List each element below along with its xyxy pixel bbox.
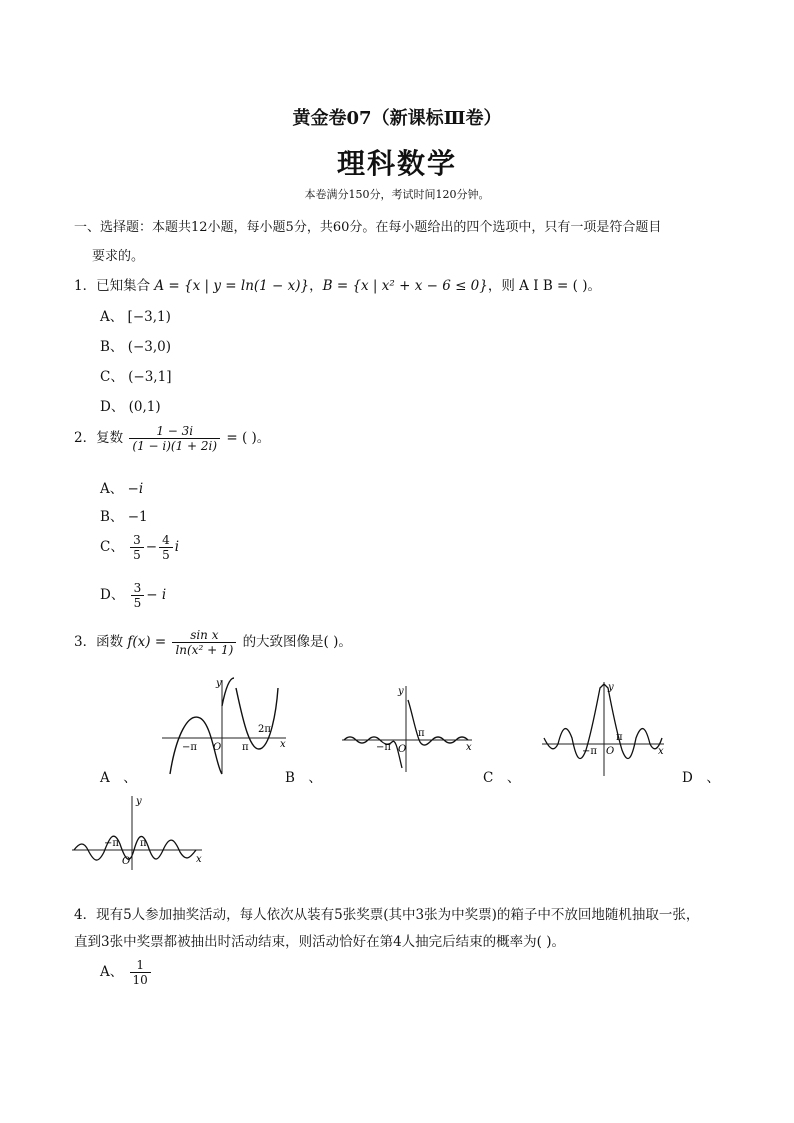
svg-text:π: π bbox=[418, 728, 425, 739]
question-2-denominator: (1 − i)(1 + 2i) bbox=[132, 439, 218, 453]
question-4-line1: 4．现有5人参加抽奖活动，每人依次从装有5张奖票(其中3张为中奖票)的箱子中不放回地随机抽取一张， bbox=[74, 907, 700, 923]
svg-text:2π: 2π bbox=[258, 724, 271, 735]
q2-option-d: D、 $\frac{3}{5}$ − i bbox=[100, 581, 167, 610]
q3-graph-a bbox=[158, 676, 288, 776]
paper-title: 黄金卷07（新课标Ⅲ卷） bbox=[292, 108, 502, 129]
question-2 bbox=[74, 424, 270, 453]
q3-option-a-label: A 、 bbox=[100, 770, 137, 786]
question-3 bbox=[74, 628, 352, 657]
q1-option-b: B、 (−3,0) bbox=[100, 339, 172, 355]
question-1-tail: ，则 A I B = ( )。 bbox=[487, 278, 601, 294]
q2-option-c: C、 $\frac{3}{5}$ − $\frac{4}{5}$ i bbox=[100, 533, 180, 562]
question-1-number: 1． bbox=[74, 278, 97, 294]
svg-text:y: y bbox=[398, 686, 404, 697]
question-1 bbox=[74, 274, 601, 294]
svg-text:y: y bbox=[136, 796, 142, 807]
svg-text:O: O bbox=[398, 744, 407, 755]
question-1-set-b: B = {x | x² + x − 6 ≤ 0} bbox=[322, 278, 488, 294]
q3-graph-b bbox=[340, 682, 476, 774]
paper-subtitle: 理科数学 bbox=[336, 147, 457, 180]
question-2-number: 2． bbox=[74, 430, 97, 446]
q1-option-d: D、 (0,1) bbox=[100, 399, 161, 415]
svg-text:−π: −π bbox=[376, 742, 391, 753]
svg-text:−π: −π bbox=[582, 746, 597, 757]
svg-text:y: y bbox=[608, 682, 614, 693]
q3-option-d-label: D 、 bbox=[682, 770, 720, 786]
question-2-fraction bbox=[129, 424, 220, 453]
question-1-comma: ， bbox=[309, 278, 323, 294]
question-3-number: 3． bbox=[74, 634, 97, 650]
svg-text:x: x bbox=[196, 854, 202, 865]
svg-text:O: O bbox=[213, 742, 222, 753]
question-1-lead: 已知集合 bbox=[96, 278, 151, 294]
svg-text:−π: −π bbox=[104, 838, 119, 849]
svg-text:π: π bbox=[140, 838, 147, 849]
svg-text:x: x bbox=[280, 739, 286, 750]
q2-option-b: B、 −1 bbox=[100, 509, 148, 525]
svg-text:x: x bbox=[658, 746, 664, 757]
question-3-func: f(x) = bbox=[127, 634, 167, 650]
svg-text:π: π bbox=[616, 732, 623, 743]
q2-option-a: A、 −i bbox=[100, 481, 144, 497]
svg-text:O: O bbox=[122, 856, 131, 867]
section-instructions-line1: 一、选择题：本题共12小题，每小题5分，共60分。在每小题给出的四个选项中，只有一项是符合题目 bbox=[74, 220, 662, 235]
section-instructions-line2: 要求的。 bbox=[92, 249, 145, 264]
q4-option-a: A、 $\frac{1}{10}$ bbox=[100, 958, 153, 987]
q3-option-c-label: C 、 bbox=[483, 770, 521, 786]
svg-text:x: x bbox=[466, 742, 472, 753]
svg-text:O: O bbox=[606, 746, 615, 757]
exam-note: 本卷满分150分，考试时间120分钟。 bbox=[304, 188, 490, 201]
question-3-denominator: ln(x² + 1) bbox=[175, 643, 234, 657]
q3-option-b-label: B 、 bbox=[285, 770, 322, 786]
svg-text:y: y bbox=[216, 678, 222, 689]
question-2-numerator: 1 − 3i bbox=[129, 424, 220, 439]
question-1-set-a: A = {x | y = ln(1 − x)} bbox=[154, 278, 310, 294]
q1-option-a: A、 [−3,1) bbox=[100, 309, 171, 325]
question-2-tail: = ( )。 bbox=[226, 430, 271, 446]
question-4-number: 4． bbox=[74, 907, 97, 923]
question-4-line2: 直到3张中奖票都被抽出时活动结束，则活动恰好在第4人抽完后结束的概率为( )。 bbox=[74, 934, 566, 950]
question-3-tail: 的大致图像是( )。 bbox=[242, 634, 352, 650]
q1-option-c: C、 (−3,1] bbox=[100, 369, 172, 385]
question-2-lead: 复数 bbox=[96, 430, 124, 446]
svg-text:−π: −π bbox=[182, 742, 197, 753]
q3-graph-c bbox=[540, 678, 666, 778]
q3-graph-d bbox=[70, 792, 206, 872]
question-3-lead: 函数 bbox=[96, 634, 124, 650]
question-3-fraction bbox=[172, 628, 236, 657]
question-3-numerator: sin x bbox=[172, 628, 236, 643]
svg-text:π: π bbox=[242, 742, 249, 753]
